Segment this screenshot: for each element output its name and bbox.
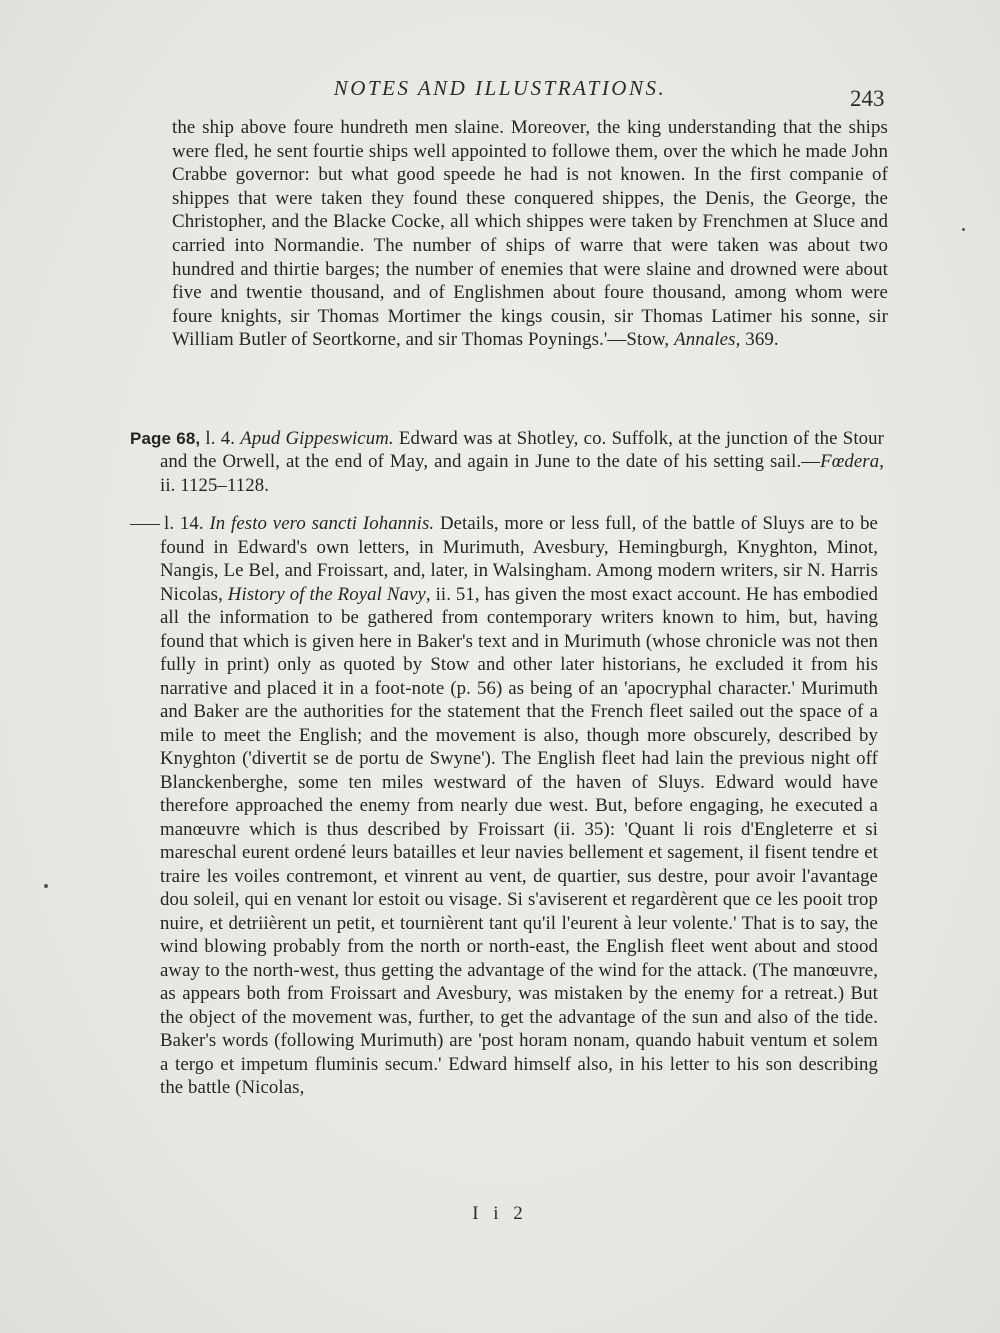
signature-mark: I i 2 <box>472 1203 528 1224</box>
ditto-dash <box>130 524 160 525</box>
note-page-label: Page 68, <box>130 429 201 448</box>
note-line-ref: l. 14. <box>164 513 210 534</box>
note-page-68-line-4 <box>130 427 884 497</box>
paper-speck <box>962 228 965 231</box>
note-source-title: Fœdera <box>820 451 880 473</box>
running-title: NOTES AND ILLUSTRATIONS. <box>333 76 667 100</box>
quote-source-title: Annales <box>674 329 736 351</box>
note-work-title: History of the Royal Navy <box>227 583 426 605</box>
quote-continuation <box>172 116 888 352</box>
note-source-ref: , ii. 1125–1128. <box>160 451 884 496</box>
note-line-14 <box>130 512 878 1100</box>
page-number: 243 <box>850 86 885 111</box>
note-lemma: Apud Gippeswicum. <box>240 428 394 449</box>
note-lemma: In festo vero sancti Iohannis. <box>209 513 435 534</box>
note-line-ref: l. 4. <box>200 428 241 449</box>
paper-speck <box>44 884 48 888</box>
note-text: Edward was at Shotley, co. Suffolk, at the junction of the Stour and the Orwell, at the end of May, and again in June to the date of his setting sail.— <box>160 428 885 473</box>
quote-source-ref: , 369. <box>735 329 779 351</box>
quote-text: the ship above foure hundreth men slaine. Moreover, the king understanding that the ships were fled, he sent fourtie ships well appointed to followe them, over the which he made John Crabbe governor: but what good speede he had is not knowen. In the first companie of shippes that were taken they found these conquered shippes, the Denis, the George, the Christopher, and the Blacke Cocke, all which shippes were taken by Frenchmen at Sluce and carried into Normandie. The number of ships of warre that were taken was about two hundred and thirtie barges; the number of enemies that were slaine and drowned were about five and twentie thousand, and of Englishmen about foure thousand, among whom were foure knights, sir Thomas Mortimer the kings cousin, sir Thomas Latimer his sonne, sir William Butler of Seortkorne, and sir Thomas Poynings.'—Stow, <box>172 117 888 351</box>
note-text-part-1: Details, more or less full, of the battle of Sluys are to be found in Edward's own letters, in Murimuth, Avesbury, Hemingburgh, Knyghton, Minot, Nangis, Le Bel, and Froissart, and, later, in Walsingham. Among modern writers, sir N. Harris Nicolas, <box>160 513 878 605</box>
note-text-part-2: , ii. 51, has given the most exact account. He has embodied all the information to be gathered from contemporary writers known to him, but, having found that which is given here in Baker's text and in Murimuth (whose chronicle was not then fully in print) only as quoted by Stow and other later historians, he excluded it from his narrative and placed it in a foot-note (p. 56) as being of an 'apocryphal character.' Murimuth and Baker are the authorities for the statement that the French fleet sailed out the space of a mile to meet the English; and the movement is also, though more obscurely, described by Knyghton ('divertit se de portu de Swyne'). The English fleet had lain the previous night off Blanckenberghe, some ten miles westward of the haven of Sluys. Edward would have therefore approached the enemy from nearly due west. But, before engaging, he executed a manœuvre which is thus described by Froissart (ii. 35): 'Quant li rois d'Engleterre et si mareschal eurent ordené leurs batailles et leur navies bellement et sagement, il fisent tendre et traire les voiles contremont, et vinrent au vent, de quartier, sus destre, pour avoir l'avantage dou soleil, qui en venant lor estoit ou visage. Si s'aviserent et regardèrent que ce les pooit trop nuire, et detriièrent un petit, et tournièrent tant qu'il l'eurent à leur volente.' That is to say, the wind blowing probably from the north or north-east, the English fleet went about and stood away to the north-west, thus getting the advantage of the wind for the attack. (The manœuvre, as appears both from Froissart and Avesbury, was mistaken by the enemy for a retreat.) But the object of the movement was, further, to get the advantage of the sun and also of the tide. Baker's words (following Murimuth) are 'post horam nonam, quando habuit ventum et solem a tergo et impetum fluminis secum.' Edward himself also, in his letter to his son describing the battle (Nicolas, <box>160 583 879 1098</box>
